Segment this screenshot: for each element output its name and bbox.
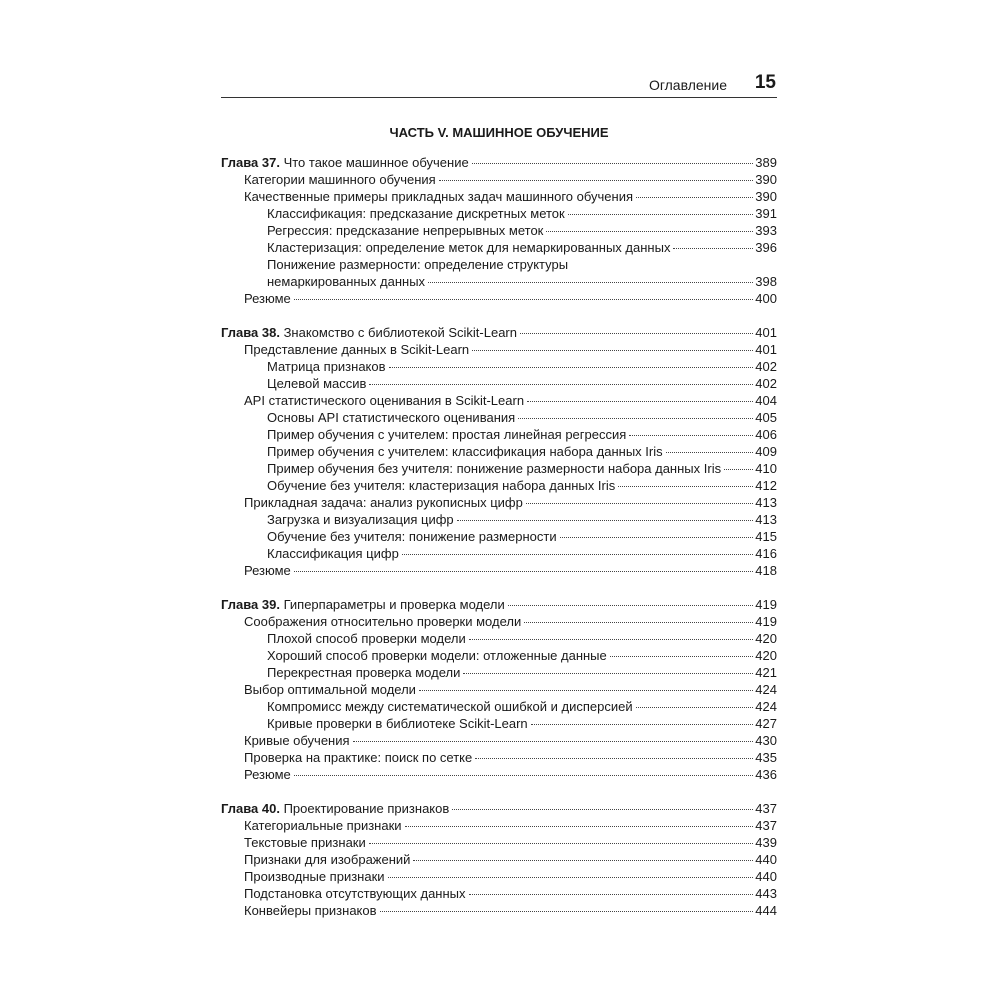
dot-leader	[520, 333, 753, 334]
dot-leader	[294, 571, 754, 572]
subsection-entry[interactable]	[221, 239, 777, 256]
dot-leader	[463, 673, 753, 674]
subsection-entry-continuation[interactable]	[221, 273, 777, 290]
subsection-page-number: 413	[755, 512, 777, 527]
section-page-number: 437	[755, 818, 777, 833]
chapter-page-number: 401	[755, 325, 777, 340]
chapter-entry[interactable]	[221, 154, 777, 171]
section-title: Прикладная задача: анализ рукописных цифр	[244, 495, 523, 510]
section-page-number: 440	[755, 852, 777, 867]
subsection-entry[interactable]	[221, 460, 777, 477]
page-number: 15	[754, 72, 776, 93]
dot-leader	[636, 707, 754, 708]
subsection-title: Обучение без учителя: понижение размерности	[267, 529, 557, 544]
section-title: Категориальные признаки	[244, 818, 402, 833]
dot-leader	[380, 911, 754, 912]
section-page-number: 424	[755, 682, 777, 697]
chapter-heading	[221, 596, 505, 613]
subsection-title: Загрузка и визуализация цифр	[267, 512, 454, 527]
chapter-page-number: 419	[755, 597, 777, 612]
chapter-block	[221, 324, 777, 579]
subsection-title: Компромисс между систематической ошибкой и дисперсией	[267, 699, 633, 714]
chapter-title: Знакомство с библиотекой Scikit-Learn	[283, 325, 517, 340]
subsection-page-number: 421	[755, 665, 777, 680]
chapter-label: Глава 40.	[221, 801, 280, 816]
dot-leader	[294, 775, 754, 776]
dot-leader	[428, 282, 753, 283]
dot-leader	[518, 418, 753, 419]
dot-leader	[568, 214, 754, 215]
dot-leader	[472, 163, 754, 164]
subsection-title-continuation: немаркированных данных	[267, 274, 426, 289]
subsection-title: Плохой способ проверки модели	[267, 631, 466, 646]
dot-leader	[452, 809, 753, 810]
subsection-entry[interactable]	[221, 511, 777, 528]
chapter-label: Глава 39.	[221, 597, 280, 612]
subsection-page-number: 415	[755, 529, 777, 544]
subsection-page-number: 393	[755, 223, 777, 238]
chapter-page-number: 389	[755, 155, 777, 170]
section-page-number: 436	[755, 767, 777, 782]
running-header	[221, 71, 777, 98]
section-page-number: 444	[755, 903, 777, 918]
section-title: Конвейеры признаков	[244, 903, 377, 918]
section-entry[interactable]	[221, 885, 777, 902]
section-title: Соображения относительно проверки модели	[244, 614, 522, 629]
section-title: Резюме	[244, 767, 291, 782]
section-entry[interactable]	[221, 613, 777, 630]
section-entry[interactable]	[221, 494, 777, 511]
subsection-entry[interactable]	[221, 222, 777, 239]
section-title: Резюме	[244, 291, 291, 306]
subsection-entry[interactable]	[221, 664, 777, 681]
subsection-title: Пример обучения с учителем: простая линейная регрессия	[267, 427, 627, 442]
section-entry[interactable]	[221, 851, 777, 868]
dot-leader	[369, 843, 754, 844]
section-entry[interactable]	[221, 868, 777, 885]
dot-leader	[405, 826, 754, 827]
subsection-title: Кривые проверки в библиотеке Scikit-Learn	[267, 716, 528, 731]
section-title: Текстовые признаки	[244, 835, 366, 850]
table-of-contents	[221, 154, 777, 936]
dot-leader	[724, 469, 753, 470]
subsection-title: Обучение без учителя: кластеризация набора данных Iris	[267, 478, 616, 493]
dot-leader	[673, 248, 753, 249]
section-entry[interactable]	[221, 341, 777, 358]
subsection-title: Основы API статистического оценивания	[267, 410, 516, 425]
section-title: Проверка на практике: поиск по сетке	[244, 750, 473, 765]
subsection-page-number: 402	[755, 359, 777, 374]
subsection-entry[interactable]	[221, 375, 777, 392]
dot-leader	[294, 299, 754, 300]
section-title: Признаки для изображений	[244, 852, 411, 867]
section-page-number: 418	[755, 563, 777, 578]
section-page-number: 440	[755, 869, 777, 884]
section-page-number: 435	[755, 750, 777, 765]
subsection-title: Пример обучения без учителя: понижение размерности набора данных Iris	[267, 461, 722, 476]
subsection-page-number: 402	[755, 376, 777, 391]
running-header-title: Оглавление	[648, 77, 727, 93]
dot-leader	[469, 894, 754, 895]
section-page-number: 413	[755, 495, 777, 510]
chapter-title: Что такое машинное обучение	[283, 155, 469, 170]
subsection-entry[interactable]	[221, 205, 777, 222]
section-title: Выбор оптимальной модели	[244, 682, 416, 697]
chapter-heading	[221, 154, 469, 171]
section-title: Производные признаки	[244, 869, 385, 884]
section-entry[interactable]	[221, 766, 777, 783]
dot-leader	[666, 452, 754, 453]
chapter-heading	[221, 800, 449, 817]
subsection-entry[interactable]	[221, 545, 777, 562]
subsection-title: Кластеризация: определение меток для немаркированных данных	[267, 240, 671, 255]
subsection-title: Пример обучения с учителем: классификация набора данных Iris	[267, 444, 663, 459]
subsection-page-number: 420	[755, 631, 777, 646]
section-entry[interactable]	[221, 902, 777, 919]
chapter-title: Проектирование признаков	[283, 801, 450, 816]
subsection-page-number: 416	[755, 546, 777, 561]
dot-leader	[618, 486, 753, 487]
dot-leader	[610, 656, 754, 657]
subsection-title: Классификация цифр	[267, 546, 399, 561]
subsection-page-number: 427	[755, 716, 777, 731]
chapter-page-number: 437	[755, 801, 777, 816]
subsection-page-number: 405	[755, 410, 777, 425]
subsection-title: Перекрестная проверка модели	[267, 665, 461, 680]
dot-leader	[388, 877, 754, 878]
subsection-entry[interactable]	[221, 358, 777, 375]
dot-leader	[560, 537, 754, 538]
section-entry[interactable]	[221, 188, 777, 205]
section-page-number: 390	[755, 172, 777, 187]
chapter-entry[interactable]	[221, 324, 777, 341]
subsection-entry[interactable]	[221, 443, 777, 460]
chapter-title: Гиперпараметры и проверка модели	[283, 597, 505, 612]
chapter-block	[221, 596, 777, 783]
subsection-title: Понижение размерности: определение структуры	[267, 257, 569, 272]
section-entry[interactable]	[221, 290, 777, 307]
section-entry[interactable]	[221, 171, 777, 188]
section-entry[interactable]	[221, 392, 777, 409]
section-title: Резюме	[244, 563, 291, 578]
dot-leader	[524, 622, 753, 623]
chapter-entry[interactable]	[221, 800, 777, 817]
dot-leader	[526, 503, 753, 504]
subsection-title: Целевой массив	[267, 376, 367, 391]
section-title: Подстановка отсутствующих данных	[244, 886, 466, 901]
section-page-number: 419	[755, 614, 777, 629]
chapter-block	[221, 154, 777, 307]
section-page-number: 430	[755, 733, 777, 748]
subsection-title: Матрица признаков	[267, 359, 386, 374]
chapter-label: Глава 37.	[221, 155, 280, 170]
section-entry[interactable]	[221, 817, 777, 834]
dot-leader	[469, 639, 754, 640]
subsection-title: Хороший способ проверки модели: отложенные данные	[267, 648, 607, 663]
subsection-page-number: 406	[755, 427, 777, 442]
dot-leader	[546, 231, 753, 232]
subsection-title: Регрессия: предсказание непрерывных меток	[267, 223, 544, 238]
section-entry[interactable]	[221, 749, 777, 766]
dot-leader	[527, 401, 753, 402]
chapter-entry[interactable]	[221, 596, 777, 613]
subsection-page-number: 391	[755, 206, 777, 221]
subsection-entry[interactable]	[221, 528, 777, 545]
section-entry[interactable]	[221, 732, 777, 749]
section-entry[interactable]	[221, 562, 777, 579]
subsection-page-number: 412	[755, 478, 777, 493]
section-title: Кривые обучения	[244, 733, 350, 748]
part-title: ЧАСТЬ V. МАШИННОЕ ОБУЧЕНИЕ	[389, 125, 609, 140]
dot-leader	[439, 180, 754, 181]
section-page-number: 404	[755, 393, 777, 408]
section-page-number: 400	[755, 291, 777, 306]
chapter-heading	[221, 324, 517, 341]
dot-leader	[636, 197, 753, 198]
section-entry[interactable]	[221, 834, 777, 851]
dot-leader	[629, 435, 753, 436]
subsection-page-number: 409	[755, 444, 777, 459]
subsection-page-number: 410	[755, 461, 777, 476]
subsection-page-number: 420	[755, 648, 777, 663]
subsection-page-number: 396	[755, 240, 777, 255]
section-title: API статистического оценивания в Scikit-Learn	[244, 393, 525, 408]
section-page-number: 390	[755, 189, 777, 204]
subsection-entry[interactable]	[221, 715, 777, 732]
section-entry[interactable]	[221, 681, 777, 698]
dot-leader	[353, 741, 754, 742]
subsection-entry[interactable]	[221, 256, 777, 273]
dot-leader	[457, 520, 754, 521]
dot-leader	[508, 605, 754, 606]
subsection-entry[interactable]	[221, 477, 777, 494]
subsection-entry[interactable]	[221, 630, 777, 647]
section-page-number: 439	[755, 835, 777, 850]
section-page-number: 443	[755, 886, 777, 901]
dot-leader	[389, 367, 754, 368]
dot-leader	[419, 690, 753, 691]
subsection-entry[interactable]	[221, 647, 777, 664]
dot-leader	[475, 758, 753, 759]
subsection-page-number: 398	[755, 274, 777, 289]
subsection-entry[interactable]	[221, 409, 777, 426]
section-title: Представление данных в Scikit-Learn	[244, 342, 470, 357]
dot-leader	[369, 384, 753, 385]
section-page-number: 401	[755, 342, 777, 357]
section-title: Категории машинного обучения	[244, 172, 436, 187]
dot-leader	[413, 860, 753, 861]
subsection-page-number: 424	[755, 699, 777, 714]
chapter-block	[221, 800, 777, 919]
section-title: Качественные примеры прикладных задач машинного обучения	[244, 189, 634, 204]
dot-leader	[531, 724, 754, 725]
subsection-title: Классификация: предсказание дискретных меток	[267, 206, 565, 221]
dot-leader	[472, 350, 753, 351]
subsection-entry[interactable]	[221, 698, 777, 715]
subsection-entry[interactable]	[221, 426, 777, 443]
dot-leader	[402, 554, 753, 555]
chapter-label: Глава 38.	[221, 325, 280, 340]
